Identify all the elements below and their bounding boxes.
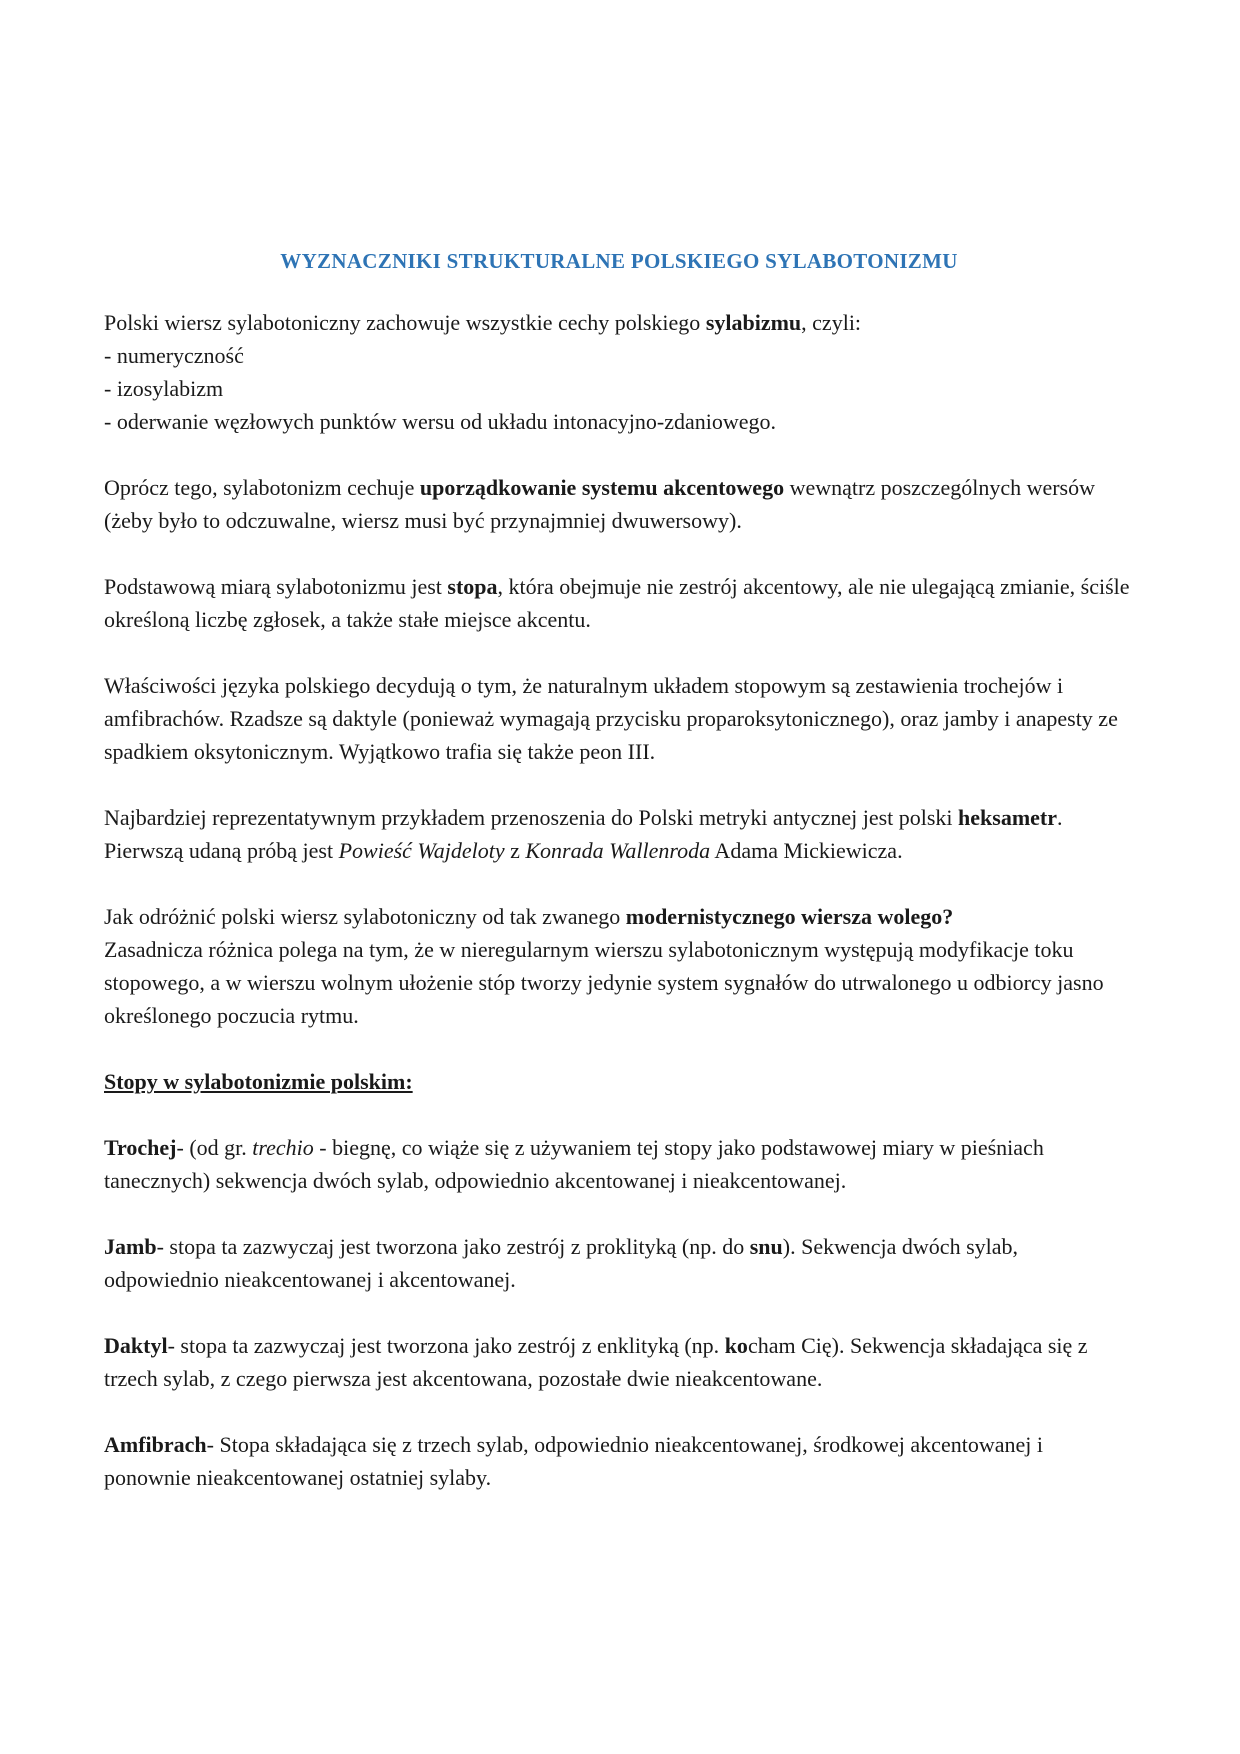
italic-title-powiesc-wajdeloty: Powieść Wajdeloty	[338, 838, 505, 863]
text: - biegnę, co wiąże się z używaniem tej stopy jako podstawowej miary w pieśniach tanecznych) sekwencja dwóch sylab, odpowiednio akcentowanej i nieakcentowanej.	[104, 1135, 1044, 1193]
text: Podstawową miarą sylabotonizmu jest	[104, 574, 448, 599]
term-trochej: Trochej	[104, 1135, 177, 1160]
text: , czyli:	[801, 310, 862, 335]
text: - Stopa składająca się z trzech sylab, odpowiednio nieakcentowanej, środkowej akcentowanej i ponownie nieakcentowanej ostatniej sylaby.	[104, 1432, 1043, 1490]
text: Adama Mickiewicza.	[710, 838, 903, 863]
paragraph-akcent	[104, 471, 1134, 537]
text: ?	[942, 904, 954, 929]
bold-example-snu: snu	[749, 1234, 783, 1259]
text: cham Cię). Sekwencja składająca się z trzech sylab, z czego pierwsza jest akcentowana, pozostałe dwie nieakcentowane.	[104, 1333, 1088, 1391]
text: - stopa ta zazwyczaj jest tworzona jako zestrój z enklityką (np.	[167, 1333, 725, 1358]
paragraph-sylabizm	[104, 306, 1134, 438]
term-amfibrach: Amfibrach	[104, 1432, 207, 1457]
list-item: - izosylabizm	[104, 376, 224, 401]
paragraph-wlasciwosci	[104, 669, 1134, 768]
paragraph-heksametr	[104, 801, 1134, 867]
list-item: - numeryczność	[104, 343, 244, 368]
section-heading: Stopy w sylabotonizmie polskim:	[104, 1069, 413, 1094]
page-title: WYZNACZNIKI STRUKTURALNE POLSKIEGO SYLABOTONIZMU	[280, 249, 958, 273]
text: - (od gr.	[176, 1135, 253, 1160]
term-jamb: Jamb	[104, 1234, 157, 1259]
bold-term-heksametr: heksametr	[958, 805, 1058, 830]
bold-term-system-akcentowy: uporządkowanie systemu akcentowego	[419, 475, 785, 500]
text: ). Sekwencja dwóch sylab, odpowiednio nieakcentowanej i akcentowanej.	[104, 1234, 1019, 1292]
document-body	[104, 246, 1134, 1527]
text: z	[504, 838, 526, 863]
text: Jak odróżnić polski wiersz sylabotoniczny od tak zwanego	[104, 904, 626, 929]
bold-term-stopa: stopa	[447, 574, 498, 599]
text: wewnątrz poszczególnych wersów (żeby było to odczuwalne, wiersz musi być przynajmniej dwuwersowy).	[104, 475, 1096, 533]
text: , która obejmuje nie zestrój akcentowy, ale nie ulegającą zmianie, ściśle określoną liczbę zgłosek, a także stałe miejsce akcentu.	[104, 574, 1130, 632]
text: - stopa ta zazwyczaj jest tworzona jako zestrój z proklityką (np. do	[156, 1234, 750, 1259]
definition-jamb	[104, 1230, 1134, 1296]
definition-amfibrach	[104, 1428, 1134, 1494]
text: Najbardziej reprezentatywnym przykładem przenoszenia do Polski metryki antycznej jest polski	[104, 805, 959, 830]
text: Właściwości języka polskiego decydują o tym, że naturalnym układem stopowym są zestawienia trochejów i amfibrachów. Rzadsze są daktyle (ponieważ wymagają przycisku proparoksytonicznego), oraz jamby i anapesty ze spadkiem oksytonicznym. Wyjątkowo trafia się także peon III.	[104, 673, 1118, 764]
definition-trochej	[104, 1131, 1134, 1197]
bold-term-wiersz-wolny: modernistycznego wiersza wolego	[625, 904, 943, 929]
text: Polski wiersz sylabotoniczny zachowuje wszystkie cechy polskiego	[104, 310, 706, 335]
definition-daktyl	[104, 1329, 1134, 1395]
paragraph-stopa	[104, 570, 1134, 636]
text: . Pierwszą udaną próbą jest	[104, 805, 1063, 863]
paragraph-wiersz-wolny	[104, 900, 1134, 1032]
list-item: - oderwanie węzłowych punktów wersu od układu intonacyjno-zdaniowego.	[104, 409, 777, 434]
text: Zasadnicza różnica polega na tym, że w nieregularnym wierszu sylabotonicznym występują modyfikacje toku stopowego, a w wierszu wolnym ułożenie stóp tworzy jedynie system sygnałów do utrwalonego u odbiorcy jasno określonego poczucia rytmu.	[104, 937, 1104, 1028]
text: Oprócz tego, sylabotonizm cechuje	[104, 475, 420, 500]
bold-example-ko: ko	[724, 1333, 748, 1358]
italic-title-konrad-wallenrod: Konrada Wallenroda	[525, 838, 711, 863]
bold-term-sylabizm: sylabizmu	[705, 310, 802, 335]
term-daktyl: Daktyl	[104, 1333, 168, 1358]
italic-word-trechio: trechio	[252, 1135, 314, 1160]
